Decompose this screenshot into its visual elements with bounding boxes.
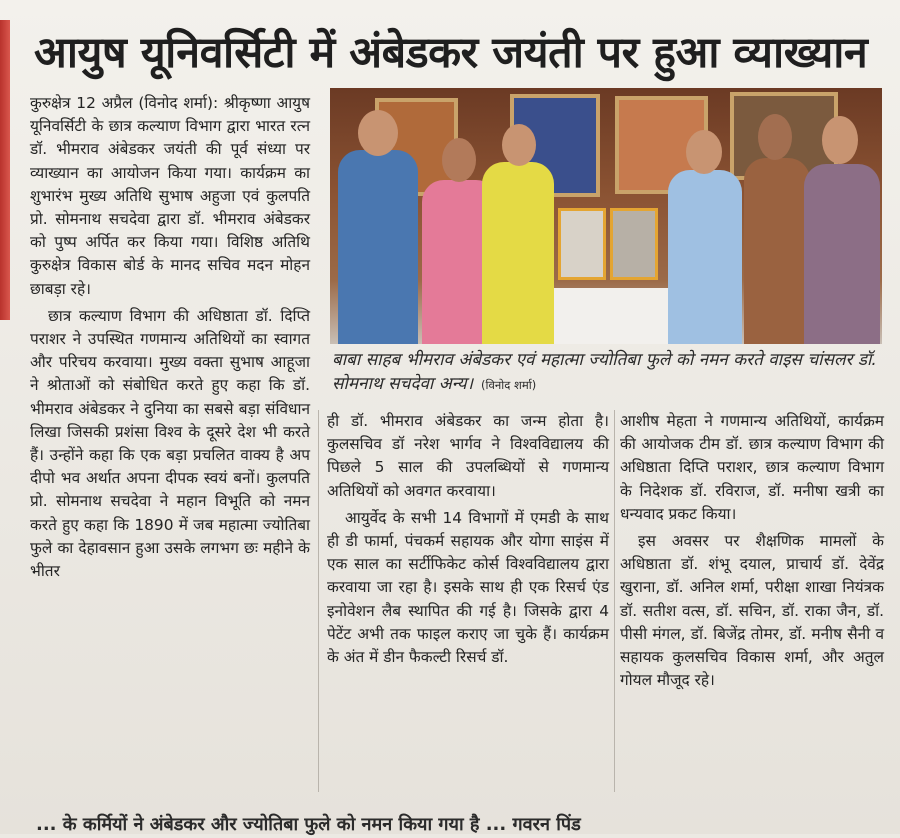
person-head: [686, 130, 722, 174]
person-head: [442, 138, 476, 182]
paragraph: कुरुक्षेत्र 12 अप्रैल (विनोद शर्मा): श्रीकृष्णा आयुष यूनिवर्सिटी के छात्र कल्याण विभाग द्वारा भारत रत्न डॉ. भीमराव अंबेडकर जयंती की पूर्व संध्या पर व्याख्यान का आयोजन किया गया। कार्यक्रम का शुभारंभ मुख्य अतिथि सुभाष अहुजा एवं कुलपति प्रो. सोमनाथ सचदेवा द्वारा डॉ. भीमराव अंबेडकर को पुष्प अर्पित कर किया गया। विशिष्ठ अतिथि कुरुक्षेत्र विकास बोर्ड के मानद सचिव मदन मोहन छाबड़ा रहे।: [30, 94, 310, 298]
table: [535, 288, 675, 344]
caption-text: बाबा साहब भीमराव अंबेडकर एवं महात्मा ज्योतिबा फुले को नमन करते वाइस चांसलर डॉ. सोमनाथ सचदेवा अन्य।: [332, 350, 877, 394]
paragraph: छात्र कल्याण विभाग की अधिष्ठाता डॉ. दिप्ति पराशर ने उपस्थित गणमान्य अतिथियों का स्वागत और परिचय करवाया। मुख्य वक्ता सुभाष आहूजा ने श्रोताओं को संबोधित करते हुए कहा कि डॉ. भीमराव अंबेडकर ने दुनिया का सबसे बड़ा संविधान लिखा जिसकी प्रशंसा विश्व के दूसरे देश भी करते हैं। उन्होंने कहा कि एक बड़ा प्रचलित वाक्य है अप दीपो भव अर्थात अपना दीपक स्वयं बनों। कुलपति प्रो. सोमनाथ सचदेवा ने महान विभूति को नमन करते हुए कहा कि 1890 में जब महात्मा ज्योतिबा फुले का देहावसान हुआ उसके लगभग छः महीने के भीतर: [30, 306, 310, 581]
person: [744, 158, 810, 344]
person: [482, 162, 554, 344]
person: [668, 170, 742, 344]
article-column-2: [327, 410, 609, 673]
photo-credit: (विनोद शर्मा): [481, 378, 537, 392]
person-head: [358, 110, 398, 156]
paragraph: इस अवसर पर शैक्षणिक मामलों के अधिष्ठाता डॉ. शंभू दयाल, प्राचार्य डॉ. देवेंद्र खुराना, डॉ. अनिल शर्मा, परीक्षा शाखा नियंत्रक डॉ. सतीश वत्स, डॉ. सचिन, डॉ. राका जैन, डॉ. पीसी मंगल, डॉ. बिजेंद्र तोमर, डॉ. मनीष सैनी व सहायक कुलसचिव विकास शर्मा, और अतुल गोयल मौजूद रहे।: [620, 532, 884, 690]
person-head: [822, 116, 858, 164]
paragraph: आशीष मेहता ने गणमान्य अतिथियों, कार्यक्रम की आयोजक टीम डॉ. छात्र कल्याण विभाग की अधिष्ठाता दिप्ति पराशर, छात्र कल्याण विभाग के निदेशक डॉ. रविराज, डॉ. मनीषा खत्री का धन्यवाद प्रकट किया।: [620, 412, 884, 523]
column-divider: [614, 410, 615, 792]
photo-caption: [332, 348, 892, 397]
person-head: [502, 124, 536, 166]
paragraph: आयुर्वेद के सभी 14 विभागों में एमडी के साथ ही डी फार्मा, पंचकर्म सहायक और योगा साइंस में एक साल का सर्टीफिकेट कोर्स विश्वविद्यालय द्वारा करवाया जा रहा है। इसके साथ ही एक रिसर्च एंड इनोवेशन लैब स्थापित की गई है। जिसके द्वारा 4 पेटेंट अभी तक फाइल कराए जा चुके हैं। कार्यक्रम के अंत में डीन फैकल्टी रिसर्च डॉ.: [327, 508, 609, 667]
headline: आयुष यूनिवर्सिटी में अंबेडकर जयंती पर हुआ व्याख्यान: [34, 28, 868, 78]
article-column-3: [620, 410, 884, 696]
column-divider: [318, 410, 319, 792]
person: [804, 164, 880, 344]
person: [338, 150, 418, 344]
next-article-cutoff-line: ... के कर्मियों ने अंबेडकर और ज्योतिबा फुले को नमन किया गया है ... गवरन पिंड: [36, 814, 581, 835]
adjacent-page-edge: [0, 20, 10, 320]
garlanded-portrait: [610, 208, 658, 280]
event-photo: [330, 88, 882, 344]
article-column-1: [30, 92, 310, 587]
paragraph: ही डॉ. भीमराव अंबेडकर का जन्म होता है। कुलसचिव डॉ नरेश भार्गव ने विश्वविद्यालय की पिछले 5 साल की उपलब्धियों से गणमान्य अतिथियों को अवगत करवाया।: [327, 412, 609, 500]
person-head: [758, 114, 792, 160]
garlanded-portrait: [558, 208, 606, 280]
